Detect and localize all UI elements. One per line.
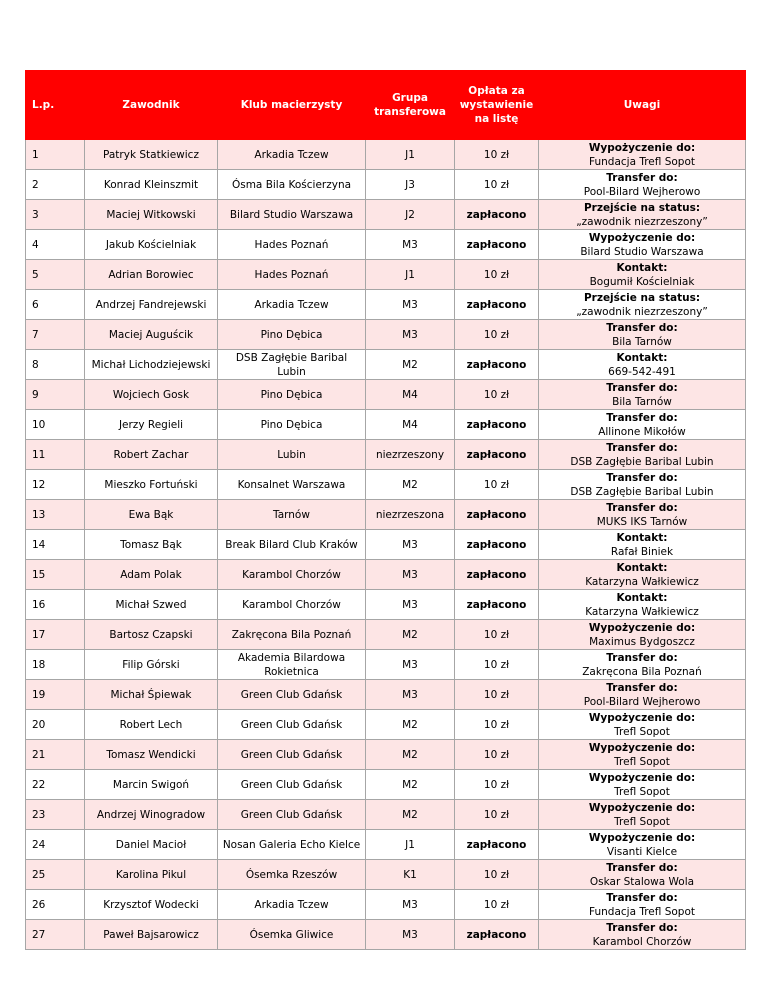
cell-lp: 2 <box>26 170 85 200</box>
cell-notes <box>539 890 746 920</box>
cell-listing-fee: 10 zł <box>455 170 539 200</box>
cell-home-club: Pino Dębica <box>218 320 366 350</box>
cell-notes <box>539 770 746 800</box>
cell-lp: 11 <box>26 440 85 470</box>
cell-transfer-group: M2 <box>366 620 455 650</box>
note-title: Kontakt: <box>616 261 668 274</box>
cell-notes <box>539 230 746 260</box>
cell-notes <box>539 260 746 290</box>
cell-player: Jerzy Regieli <box>85 410 218 440</box>
cell-listing-fee: 10 zł <box>455 800 539 830</box>
note-title: Wypożyczenie do: <box>588 141 696 154</box>
cell-lp: 3 <box>26 200 85 230</box>
cell-transfer-group: niezrzeszona <box>366 500 455 530</box>
cell-transfer-group: M3 <box>366 290 455 320</box>
cell-transfer-group: M2 <box>366 710 455 740</box>
cell-listing-fee: 10 zł <box>455 260 539 290</box>
note-value: „zawodnik niezrzeszony” <box>576 215 708 228</box>
cell-notes <box>539 830 746 860</box>
note-value: Bogumił Kościelniak <box>589 275 695 288</box>
cell-notes <box>539 710 746 740</box>
cell-transfer-group: J1 <box>366 260 455 290</box>
table-row <box>26 350 746 380</box>
cell-home-club: Green Club Gdańsk <box>218 800 366 830</box>
cell-listing-fee: 10 zł <box>455 770 539 800</box>
note-title: Wypożyczenie do: <box>588 741 696 754</box>
table-row <box>26 380 746 410</box>
cell-transfer-group: M3 <box>366 680 455 710</box>
cell-lp: 7 <box>26 320 85 350</box>
cell-player: Ewa Bąk <box>85 500 218 530</box>
cell-transfer-group: J1 <box>366 830 455 860</box>
cell-listing-fee: zapłacono <box>455 200 539 230</box>
cell-notes <box>539 620 746 650</box>
cell-listing-fee: zapłacono <box>455 290 539 320</box>
note-value: Pool-Bilard Wejherowo <box>583 695 701 708</box>
cell-home-club: Zakręcona Bila Poznań <box>218 620 366 650</box>
cell-home-club: Akademia Bilardowa Rokietnica <box>218 650 366 680</box>
cell-listing-fee: zapłacono <box>455 530 539 560</box>
note-value: Katarzyna Wałkiewicz <box>585 605 699 618</box>
cell-player: Mieszko Fortuński <box>85 470 218 500</box>
cell-home-club: Green Club Gdańsk <box>218 770 366 800</box>
table-row <box>26 590 746 620</box>
table-row <box>26 860 746 890</box>
cell-listing-fee: 10 zł <box>455 470 539 500</box>
note-title: Transfer do: <box>606 861 678 874</box>
table-row <box>26 560 746 590</box>
cell-transfer-group: M2 <box>366 350 455 380</box>
table-row <box>26 140 746 170</box>
cell-listing-fee: 10 zł <box>455 680 539 710</box>
note-value: MUKS IKS Tarnów <box>596 515 688 528</box>
cell-listing-fee: zapłacono <box>455 560 539 590</box>
cell-home-club: Hades Poznań <box>218 230 366 260</box>
cell-player: Wojciech Gosk <box>85 380 218 410</box>
cell-home-club: Nosan Galeria Echo Kielce <box>218 830 366 860</box>
cell-lp: 17 <box>26 620 85 650</box>
cell-listing-fee: zapłacono <box>455 590 539 620</box>
cell-player: Michał Lichodziejewski <box>85 350 218 380</box>
note-value: Trefl Sopot <box>614 755 670 768</box>
cell-player: Andrzej Winogradow <box>85 800 218 830</box>
cell-player: Tomasz Wendicki <box>85 740 218 770</box>
cell-lp: 15 <box>26 560 85 590</box>
cell-home-club: Karambol Chorzów <box>218 560 366 590</box>
cell-home-club: Arkadia Tczew <box>218 890 366 920</box>
cell-home-club: Arkadia Tczew <box>218 140 366 170</box>
table-row <box>26 200 746 230</box>
note-value: DSB Zagłębie Baribal Lubin <box>570 485 714 498</box>
cell-lp: 27 <box>26 920 85 950</box>
table-row <box>26 740 746 770</box>
table-row <box>26 650 746 680</box>
note-title: Transfer do: <box>606 381 678 394</box>
cell-listing-fee: 10 zł <box>455 740 539 770</box>
cell-player: Marcin Swigoń <box>85 770 218 800</box>
cell-listing-fee: zapłacono <box>455 410 539 440</box>
cell-transfer-group: M3 <box>366 530 455 560</box>
note-value: Fundacja Trefl Sopot <box>589 155 695 168</box>
cell-lp: 21 <box>26 740 85 770</box>
note-value: DSB Zagłębie Baribal Lubin <box>570 455 714 468</box>
note-title: Przejście na status: <box>583 201 701 214</box>
cell-lp: 22 <box>26 770 85 800</box>
note-title: Kontakt: <box>616 351 668 364</box>
cell-lp: 4 <box>26 230 85 260</box>
cell-listing-fee: 10 zł <box>455 380 539 410</box>
table-row <box>26 170 746 200</box>
cell-home-club: Green Club Gdańsk <box>218 680 366 710</box>
cell-transfer-group: K1 <box>366 860 455 890</box>
note-value: Bila Tarnów <box>612 335 672 348</box>
cell-home-club: Pino Dębica <box>218 380 366 410</box>
note-value: Zakręcona Bila Poznań <box>582 665 702 678</box>
note-title: Przejście na status: <box>583 291 701 304</box>
table-row <box>26 500 746 530</box>
table-row <box>26 710 746 740</box>
cell-player: Robert Lech <box>85 710 218 740</box>
cell-player: Karolina Pikul <box>85 860 218 890</box>
cell-listing-fee: zapłacono <box>455 920 539 950</box>
cell-notes <box>539 530 746 560</box>
cell-notes <box>539 350 746 380</box>
header-home-club: Klub macierzysty <box>218 71 366 140</box>
cell-home-club: Arkadia Tczew <box>218 290 366 320</box>
cell-lp: 24 <box>26 830 85 860</box>
note-title: Transfer do: <box>606 891 678 904</box>
cell-notes <box>539 290 746 320</box>
note-value: Bilard Studio Warszawa <box>580 245 704 258</box>
cell-listing-fee: 10 zł <box>455 860 539 890</box>
cell-listing-fee: zapłacono <box>455 830 539 860</box>
table-row <box>26 440 746 470</box>
note-value: Pool-Bilard Wejherowo <box>583 185 701 198</box>
cell-transfer-group: M2 <box>366 800 455 830</box>
table-row <box>26 890 746 920</box>
note-title: Transfer do: <box>606 681 678 694</box>
note-value: Visanti Kielce <box>606 845 678 858</box>
note-title: Kontakt: <box>616 531 668 544</box>
cell-player: Krzysztof Wodecki <box>85 890 218 920</box>
table-header <box>26 71 746 140</box>
note-value: Fundacja Trefl Sopot <box>589 905 695 918</box>
cell-lp: 26 <box>26 890 85 920</box>
cell-home-club: Tarnów <box>218 500 366 530</box>
cell-listing-fee: zapłacono <box>455 350 539 380</box>
cell-notes <box>539 470 746 500</box>
cell-lp: 25 <box>26 860 85 890</box>
note-title: Transfer do: <box>606 651 678 664</box>
cell-notes <box>539 590 746 620</box>
cell-home-club: Ósemka Gliwice <box>218 920 366 950</box>
table-row <box>26 530 746 560</box>
cell-home-club: Hades Poznań <box>218 260 366 290</box>
cell-transfer-group: M3 <box>366 320 455 350</box>
table-row <box>26 920 746 950</box>
cell-player: Michał Szwed <box>85 590 218 620</box>
cell-transfer-group: M3 <box>366 890 455 920</box>
cell-player: Konrad Kleinszmit <box>85 170 218 200</box>
note-title: Wypożyczenie do: <box>588 711 696 724</box>
cell-transfer-group: M3 <box>366 920 455 950</box>
cell-listing-fee: 10 zł <box>455 620 539 650</box>
cell-transfer-group: M4 <box>366 410 455 440</box>
cell-notes <box>539 920 746 950</box>
note-value: Trefl Sopot <box>614 725 670 738</box>
table-row <box>26 230 746 260</box>
cell-notes <box>539 170 746 200</box>
note-title: Wypożyczenie do: <box>588 801 696 814</box>
cell-lp: 18 <box>26 650 85 680</box>
note-value: Karambol Chorzów <box>592 935 692 948</box>
cell-lp: 16 <box>26 590 85 620</box>
cell-lp: 10 <box>26 410 85 440</box>
cell-home-club: Bilard Studio Warszawa <box>218 200 366 230</box>
cell-player: Robert Zachar <box>85 440 218 470</box>
note-value: Trefl Sopot <box>614 785 670 798</box>
cell-player: Filip Górski <box>85 650 218 680</box>
cell-transfer-group: M3 <box>366 230 455 260</box>
cell-home-club: Pino Dębica <box>218 410 366 440</box>
cell-player: Adrian Borowiec <box>85 260 218 290</box>
cell-notes <box>539 800 746 830</box>
cell-transfer-group: M3 <box>366 590 455 620</box>
cell-lp: 14 <box>26 530 85 560</box>
cell-notes <box>539 650 746 680</box>
cell-home-club: Ósemka Rzeszów <box>218 860 366 890</box>
header-listing-fee: Opłata za wystawienie na listę <box>455 71 539 140</box>
cell-player: Bartosz Czapski <box>85 620 218 650</box>
cell-home-club: Green Club Gdańsk <box>218 710 366 740</box>
cell-lp: 23 <box>26 800 85 830</box>
note-value: Katarzyna Wałkiewicz <box>585 575 699 588</box>
cell-transfer-group: J3 <box>366 170 455 200</box>
cell-transfer-group: M3 <box>366 560 455 590</box>
note-title: Wypożyczenie do: <box>588 771 696 784</box>
table-row <box>26 830 746 860</box>
cell-player: Paweł Bajsarowicz <box>85 920 218 950</box>
note-title: Kontakt: <box>616 561 668 574</box>
cell-player: Adam Polak <box>85 560 218 590</box>
note-title: Transfer do: <box>606 501 678 514</box>
cell-transfer-group: M2 <box>366 470 455 500</box>
cell-listing-fee: zapłacono <box>455 500 539 530</box>
cell-notes <box>539 740 746 770</box>
cell-notes <box>539 140 746 170</box>
header-notes: Uwagi <box>539 71 746 140</box>
note-title: Transfer do: <box>606 411 678 424</box>
note-value: Bila Tarnów <box>612 395 672 408</box>
table-row <box>26 770 746 800</box>
cell-lp: 1 <box>26 140 85 170</box>
cell-transfer-group: niezrzeszony <box>366 440 455 470</box>
cell-listing-fee: zapłacono <box>455 440 539 470</box>
cell-home-club: Ósma Bila Kościerzyna <box>218 170 366 200</box>
cell-lp: 9 <box>26 380 85 410</box>
cell-lp: 20 <box>26 710 85 740</box>
cell-listing-fee: 10 zł <box>455 890 539 920</box>
cell-player: Jakub Kościelniak <box>85 230 218 260</box>
table-row <box>26 290 746 320</box>
header-lp: L.p. <box>26 71 85 140</box>
table-row <box>26 410 746 440</box>
cell-lp: 13 <box>26 500 85 530</box>
table-row <box>26 800 746 830</box>
note-title: Wypożyczenie do: <box>588 621 696 634</box>
cell-transfer-group: J1 <box>366 140 455 170</box>
cell-player: Maciej Witkowski <box>85 200 218 230</box>
note-value: Oskar Stalowa Wola <box>589 875 695 888</box>
cell-player: Michał Śpiewak <box>85 680 218 710</box>
table-row <box>26 470 746 500</box>
cell-lp: 5 <box>26 260 85 290</box>
header-player: Zawodnik <box>85 71 218 140</box>
cell-notes <box>539 320 746 350</box>
cell-listing-fee: 10 zł <box>455 710 539 740</box>
cell-transfer-group: J2 <box>366 200 455 230</box>
cell-player: Maciej Auguścik <box>85 320 218 350</box>
cell-lp: 12 <box>26 470 85 500</box>
cell-home-club: Green Club Gdańsk <box>218 740 366 770</box>
note-title: Transfer do: <box>606 321 678 334</box>
cell-listing-fee: 10 zł <box>455 320 539 350</box>
note-value: „zawodnik niezrzeszony” <box>576 305 708 318</box>
cell-home-club: Karambol Chorzów <box>218 590 366 620</box>
cell-notes <box>539 860 746 890</box>
note-title: Transfer do: <box>606 921 678 934</box>
note-value: Maximus Bydgoszcz <box>589 635 695 648</box>
cell-player: Patryk Statkiewicz <box>85 140 218 170</box>
note-title: Wypożyczenie do: <box>588 231 696 244</box>
cell-listing-fee: 10 zł <box>455 650 539 680</box>
table-row <box>26 320 746 350</box>
transfer-list-table <box>25 70 746 950</box>
cell-lp: 8 <box>26 350 85 380</box>
cell-home-club: DSB Zagłębie Baribal Lubin <box>218 350 366 380</box>
note-title: Wypożyczenie do: <box>588 831 696 844</box>
cell-notes <box>539 560 746 590</box>
cell-notes <box>539 410 746 440</box>
cell-player: Daniel Macioł <box>85 830 218 860</box>
table-body <box>26 140 746 950</box>
table-row <box>26 620 746 650</box>
cell-notes <box>539 200 746 230</box>
cell-home-club: Konsalnet Warszawa <box>218 470 366 500</box>
cell-listing-fee: zapłacono <box>455 230 539 260</box>
cell-notes <box>539 380 746 410</box>
table-row <box>26 260 746 290</box>
header-transfer-group: Grupa transferowa <box>366 71 455 140</box>
cell-player: Andrzej Fandrejewski <box>85 290 218 320</box>
cell-transfer-group: M4 <box>366 380 455 410</box>
note-value: 669-542-491 <box>608 365 676 378</box>
cell-transfer-group: M3 <box>366 650 455 680</box>
cell-home-club: Break Bilard Club Kraków <box>218 530 366 560</box>
cell-transfer-group: M2 <box>366 770 455 800</box>
note-value: Rafał Biniek <box>610 545 674 558</box>
cell-listing-fee: 10 zł <box>455 140 539 170</box>
cell-notes <box>539 680 746 710</box>
note-title: Kontakt: <box>616 591 668 604</box>
cell-lp: 6 <box>26 290 85 320</box>
cell-notes <box>539 500 746 530</box>
note-title: Transfer do: <box>606 441 678 454</box>
cell-transfer-group: M2 <box>366 740 455 770</box>
note-title: Transfer do: <box>606 471 678 484</box>
cell-home-club: Lubin <box>218 440 366 470</box>
cell-lp: 19 <box>26 680 85 710</box>
note-title: Transfer do: <box>606 171 678 184</box>
cell-notes <box>539 440 746 470</box>
cell-player: Tomasz Bąk <box>85 530 218 560</box>
note-value: Trefl Sopot <box>614 815 670 828</box>
note-value: Allinone Mikołów <box>598 425 686 438</box>
table-row <box>26 680 746 710</box>
header-row <box>26 71 746 140</box>
